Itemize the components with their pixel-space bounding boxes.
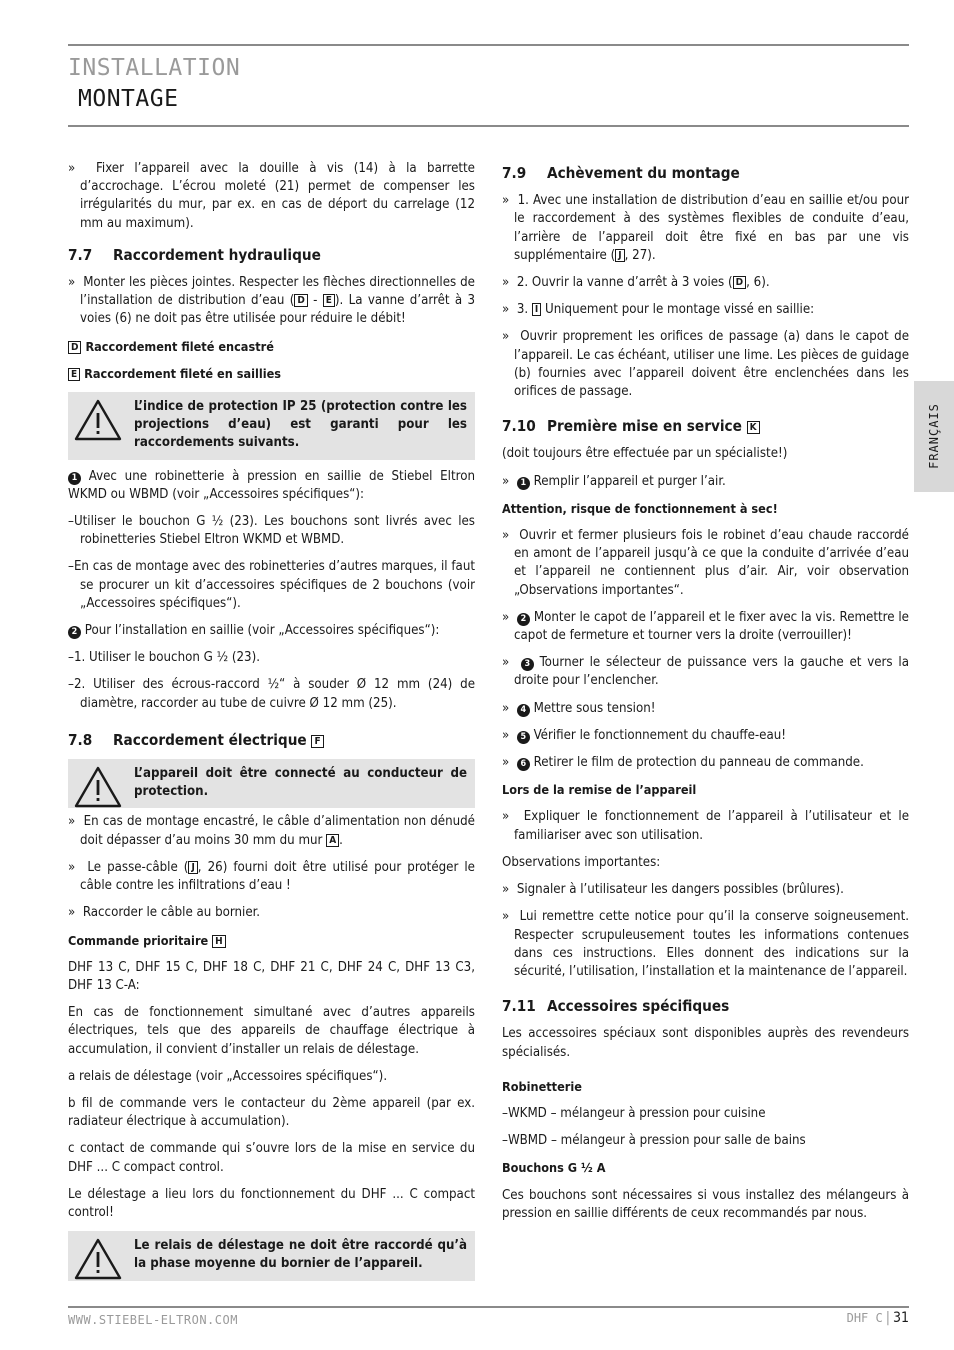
bullet-mount-parts: » Monter les pièces jointes. Respecter les flèches directionnelles de l’installation de distribution d’eau ( D - E ). La vanne d’arrêt à 3 voies (6) ne doit pas être utilisée pour réduire le débit! <box>68 275 475 327</box>
bullet-step-check: » 5 Vérifier le fonctionnement du chauffe-eau! <box>502 727 787 743</box>
para-c: c contact de commande qui s’ouvre lors de la mise en service du DHF ... C compact control. <box>68 1141 475 1175</box>
subheading-d: D Raccordement fileté encastré <box>68 338 475 356</box>
header-top-rule <box>68 44 909 46</box>
header-section-title: INSTALLATION <box>68 55 241 81</box>
subheading-handover: Lors de la remise de l’appareil <box>502 782 697 798</box>
bullet-connect-cable: » Raccorder le câble au bornier. <box>68 905 261 921</box>
bullet-step-fill: » 1 Remplir l’appareil et purger l’air. <box>502 473 726 489</box>
bullet-step-selector: » 3 Tourner le sélecteur de puissance vers la gauche et vers la droite pour l’enclencher. <box>502 655 909 689</box>
figure-ref-e: E <box>323 294 335 307</box>
footer-website: WWW.STIEBEL-ELTRON.COM <box>68 1313 238 1327</box>
subheading-e: E Raccordement fileté en saillies <box>68 365 475 383</box>
warning-box-earth: L’appareil doit être connecté au conducteur de protection. <box>68 759 475 808</box>
footer-rule <box>68 1306 909 1308</box>
footer-page-info: DHF C | 31 <box>846 1310 909 1326</box>
dash-item: –2. Utiliser des écrous-raccord ½“ à souder Ø 12 mm (24) de diamètre, raccorder au tube de cuivre Ø 12 mm (25). <box>68 677 475 711</box>
para-a: a relais de délestage (voir „Accessoires spécifiques“). <box>68 1068 388 1084</box>
bullet-step-2: » 2. Ouvrir la vanne d’arrêt à 3 voies ( D , 6). <box>502 275 770 291</box>
bullet-fix-device: » Fixer l’appareil avec la douille à vis (14) à la barrette d’accrochage. L’écrou moleté (21) permet de compenser les irrégularités du mur, par ex. en cas de déport du carrelage (12 mm au maximum). <box>68 161 475 231</box>
heading-7-11: 7.11 Accessoires spécifiques <box>502 997 730 1016</box>
subheading-robinetterie: Robinetterie <box>502 1078 582 1094</box>
para-observations: Observations importantes: <box>502 854 661 870</box>
para-load-shedding: En cas de fonctionnement simultané avec d’autres appareils électriques, tels que des appareils de chauffage électrique à accumulation, il convient d’installer un relais de délestage. <box>68 1005 475 1057</box>
dash-item: –En cas de montage avec des robinetteries d’autres marques, il faut se procurer un kit d’accessoires spécifiques de 2 bouchons (voir „Accessoires spécifiques“). <box>68 559 475 611</box>
bullet-openings: » Ouvrir proprement les orifices de passage (a) dans le capot de l’appareil. Le cas échéant, utiliser une lime. Les pièces de guidage (b) fournies avec l’appareil doivent être enclenchées dans les orifices de passage. <box>502 329 909 400</box>
subheading-plugs: Bouchons G ½ A <box>502 1160 606 1176</box>
heading-7-7: 7.7 Raccordement hydraulique <box>68 245 321 264</box>
header-bottom-rule <box>68 125 909 127</box>
header-page-title: MONTAGE <box>78 86 179 112</box>
warning-box-relay: Le relais de délestage ne doit être raccordé qu’à la phase moyenne du bornier de l’appareil. <box>68 1231 475 1280</box>
bullet-step-1: » 1. Avec une installation de distribution d’eau en saillie et/ou pour le raccordement à des systèmes flexibles de conduite d’eau, l’arrière de l’appareil doit être fixé en bas par une vis supplémentaire ( J , 27). <box>502 193 909 263</box>
bullet-dangers: » Signaler à l’utilisateur les dangers possibles (brûlures). <box>502 882 844 898</box>
dash-item-wkmd: –WKMD – mélangeur à pression pour cuisine <box>502 1105 766 1121</box>
dash-item: –1. Utiliser le bouchon G ½ (23). <box>68 650 260 666</box>
bullet-cable-gland: » Le passe-câble ( J , 26) fourni doit être utilisé pour protéger le câble contre les infiltrations d’eau ! <box>68 859 475 894</box>
language-label: FRANÇAIS <box>927 403 941 469</box>
para-option-1: 1 Avec une robinetterie à pression en saillie de Stiebel Eltron WKMD ou WBMD (voir „Accessoires spécifiques“): <box>68 468 475 502</box>
para-plugs: Ces bouchons sont nécessaires si vous installez des mélangeurs à pression en saillie différents de ceux recommandés par nous. <box>502 1187 909 1221</box>
para-accessories: Les accessoires spéciaux sont disponibles auprès des revendeurs spécialisés. <box>502 1026 909 1060</box>
para-option-2: 2 Pour l’installation en saillie (voir „Accessoires spécifiques“): <box>68 622 475 640</box>
para-specialist: (doit toujours être effectuée par un spécialiste!) <box>502 446 788 462</box>
footer-model: DHF C <box>846 1311 883 1325</box>
para-b: b fil de commande vers le contacteur du 2ème appareil (par ex. radiateur électrique à accumulation). <box>68 1095 475 1130</box>
subheading-attention: Attention, risque de fonctionnement à sec! <box>502 500 778 516</box>
warning-triangle-icon <box>73 765 123 809</box>
right-column <box>502 160 909 1232</box>
bullet-manual: » Lui remettre cette notice pour qu’il la conserve soigneusement. Respecter scrupuleusement toutes les informations contenues dans ces instructions. Elles donnent des indications sur la sécurité, l’utilisation, l’installation et la maintenance de l’appareil. <box>502 909 909 979</box>
bullet-explain: » Expliquer le fonctionnement de l’appareil à l’utilisateur et le familiariser avec son utilisation. <box>502 809 909 843</box>
bullet-step-3: » 3. I Uniquement pour le montage vissé en saillie: <box>502 302 815 318</box>
language-side-tab <box>914 381 954 492</box>
warning-box-ip25: L’indice de protection IP 25 (protection contre les projections d’eau) est garanti pour les raccordements suivants. <box>68 392 475 460</box>
figure-ref-d: D <box>294 294 307 307</box>
heading-7-8: 7.8 Raccordement électrique F <box>68 731 475 749</box>
heading-7-9: 7.9 Achèvement du montage <box>502 164 740 182</box>
heading-7-10: 7.10 Première mise en service K <box>502 417 909 435</box>
subheading-priority-control: Commande prioritaire H <box>68 932 475 950</box>
left-column <box>68 160 475 1289</box>
bullet-open-close: » Ouvrir et fermer plusieurs fois le robinet d’eau chaude raccordé en amont de l’appareil jusqu’à ce que la conduite d’arrivée d’eau et l’appareil ne contiennent plus d’air. Air, voir observation „Observations importantes“. <box>502 528 909 598</box>
page-number: 31 <box>892 1310 909 1326</box>
bullet-step-power: » 4 Mettre sous tension! <box>502 700 656 716</box>
dash-item-wbmd: –WBMD – mélangeur à pression pour salle de bains <box>502 1133 806 1149</box>
bullet-cable-length: » En cas de montage encastré, le câble d’alimentation non dénudé doit dépasser d’au moins 30 mm du mur A . <box>68 814 475 848</box>
para-models: DHF 13 C, DHF 15 C, DHF 18 C, DHF 21 C, DHF 24 C, DHF 13 C3, DHF 13 C-A: <box>68 959 475 993</box>
bullet-step-film: » 6 Retirer le film de protection du panneau de commande. <box>502 755 864 771</box>
dash-item: –Utiliser le bouchon G ½ (23). Les bouchons sont livrés avec les robinetteries Stiebel Eltron WKMD et WBMD. <box>68 514 475 548</box>
warning-triangle-icon <box>73 1237 123 1281</box>
warning-triangle-icon <box>73 398 123 442</box>
bullet-step-cover: » 2 Monter le capot de l’appareil et le fixer avec la vis. Remettre le capot de fermeture et tourner vers la droite (verrouiller)! <box>502 609 909 644</box>
para-delestage: Le délestage a lieu lors du fonctionnement du DHF ... C compact control! <box>68 1186 475 1220</box>
